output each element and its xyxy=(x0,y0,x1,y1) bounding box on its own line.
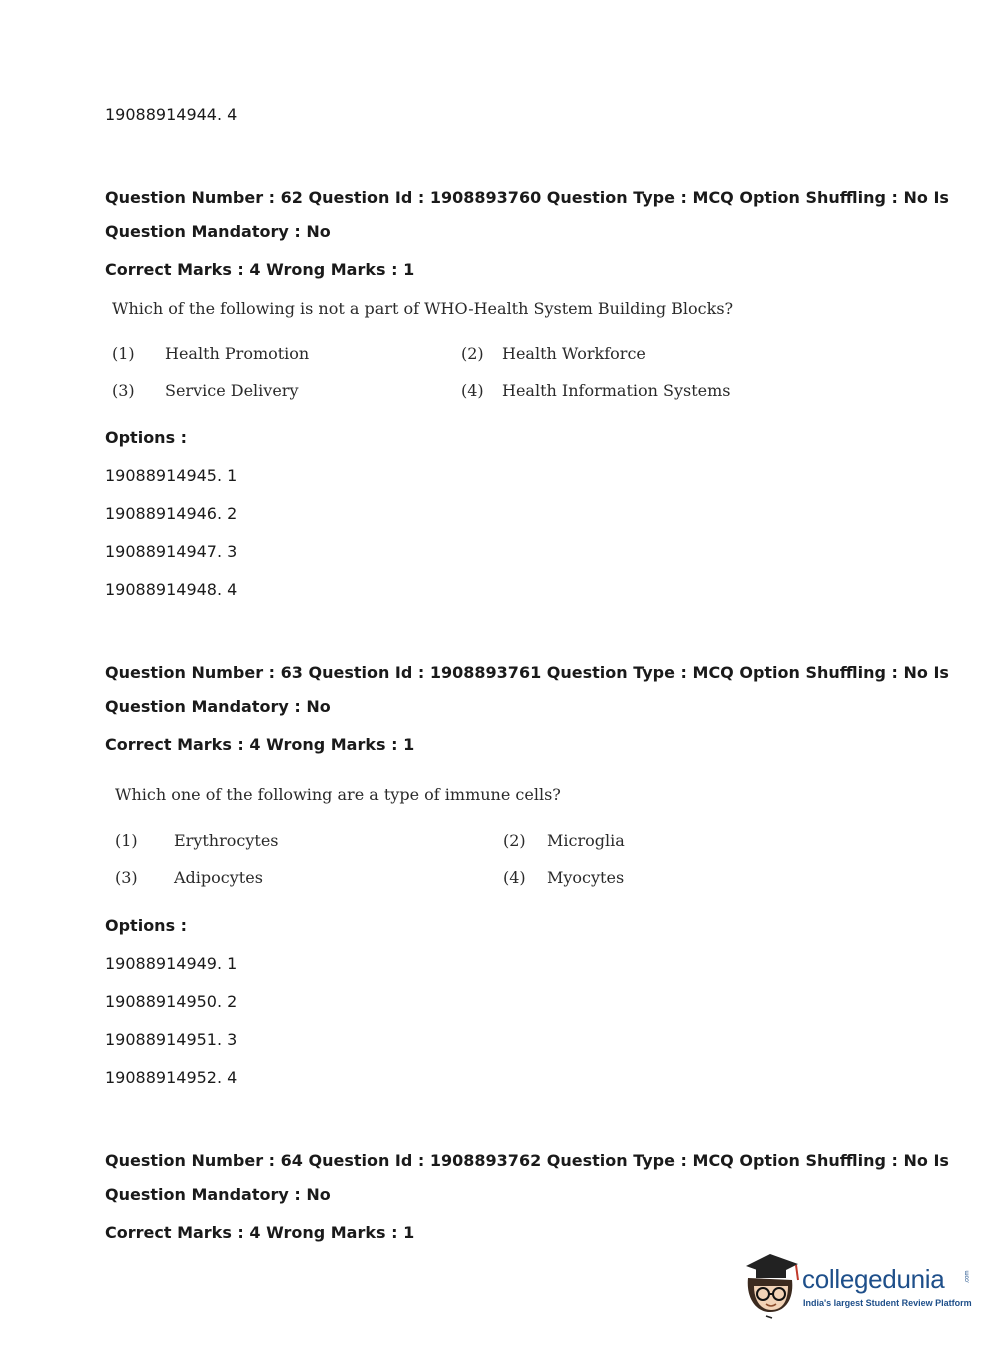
option-line: 19088914948. 4 xyxy=(105,580,238,599)
choice-number: (3) xyxy=(112,381,135,400)
choice-number: (4) xyxy=(503,868,526,887)
choice-text: Microglia xyxy=(547,831,625,850)
choice-number: (2) xyxy=(503,831,526,850)
choice-text: Service Delivery xyxy=(165,381,299,400)
question-stem: Which of the following is not a part of WHO-Health System Building Blocks? xyxy=(112,299,734,318)
choice-number: (1) xyxy=(115,831,138,850)
question-mandatory: Question Mandatory : No xyxy=(105,697,331,716)
logo-tagline: India's largest Student Review Platform xyxy=(803,1298,972,1308)
option-line: 19088914951. 3 xyxy=(105,1030,238,1049)
choice-text: Adipocytes xyxy=(174,868,263,887)
choice-number: (2) xyxy=(461,344,484,363)
question-header: Question Number : 64 Question Id : 1908893762 Question Type : MCQ Option Shuffling : No Is xyxy=(105,1151,949,1170)
choice-number: (4) xyxy=(461,381,484,400)
option-line: 19088914947. 3 xyxy=(105,542,238,561)
underline-mark xyxy=(766,1316,772,1318)
logo-wordmark: collegedunia xyxy=(802,1264,945,1294)
choice-text: Health Promotion xyxy=(165,344,310,363)
logo-suffix: .com xyxy=(964,1270,971,1284)
question-marks: Correct Marks : 4 Wrong Marks : 1 xyxy=(105,735,415,754)
choice-number: (3) xyxy=(115,868,138,887)
cap-base xyxy=(756,1268,786,1278)
choice-text: Health Workforce xyxy=(502,344,646,363)
option-line: 19088914946. 2 xyxy=(105,504,238,523)
question-marks: Correct Marks : 4 Wrong Marks : 1 xyxy=(105,260,415,279)
choice-text: Myocytes xyxy=(547,868,625,887)
option-line: 19088914952. 4 xyxy=(105,1068,238,1087)
choice-text: Health Information Systems xyxy=(502,381,731,400)
options-label: Options : xyxy=(105,428,188,447)
cap-tassel xyxy=(796,1265,798,1280)
question-stem: Which one of the following are a type of immune cells? xyxy=(115,785,561,804)
question-header: Question Number : 63 Question Id : 1908893761 Question Type : MCQ Option Shuffling : No Is xyxy=(105,663,949,682)
choice-text: Erythrocytes xyxy=(174,831,279,850)
option-line: 19088914949. 1 xyxy=(105,954,238,973)
question-header: Question Number : 62 Question Id : 1908893760 Question Type : MCQ Option Shuffling : No Is xyxy=(105,188,949,207)
option-line: 19088914945. 1 xyxy=(105,466,238,485)
question-marks: Correct Marks : 4 Wrong Marks : 1 xyxy=(105,1223,415,1242)
option-line: 19088914944. 4 xyxy=(105,105,238,124)
choice-number: (1) xyxy=(112,344,135,363)
question-mandatory: Question Mandatory : No xyxy=(105,222,331,241)
option-line: 19088914950. 2 xyxy=(105,992,238,1011)
question-mandatory: Question Mandatory : No xyxy=(105,1185,331,1204)
mascot-logo-icon xyxy=(740,1248,802,1320)
options-label: Options : xyxy=(105,916,188,935)
